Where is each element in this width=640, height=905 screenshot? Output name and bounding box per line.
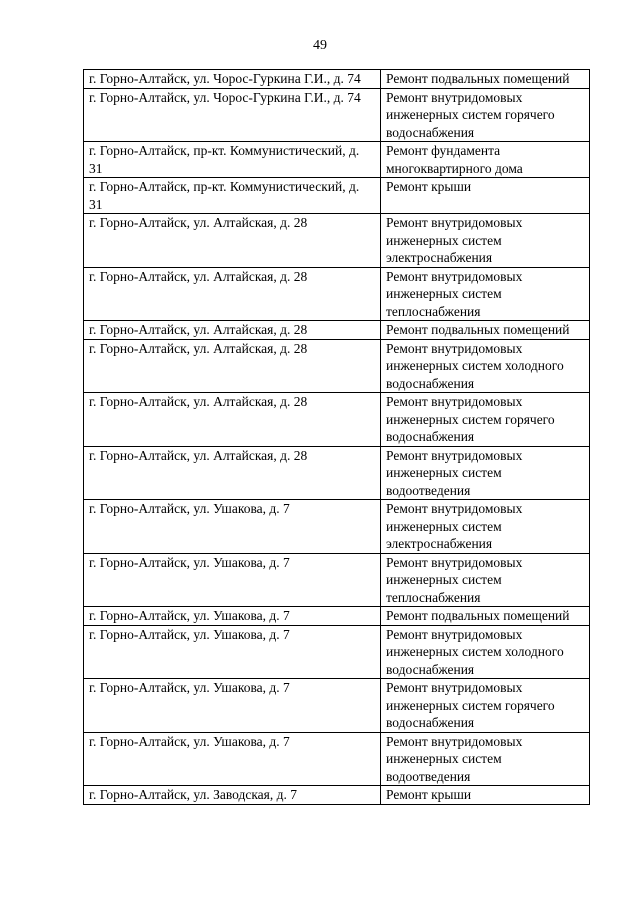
work-type-cell: Ремонт фундамента многоквартирного дома [381,142,590,178]
work-type-cell: Ремонт подвальных помещений [381,321,590,340]
table-row [84,786,590,805]
table-row [84,70,590,89]
address-cell: г. Горно-Алтайск, ул. Ушакова, д. 7 [84,500,381,554]
address-cell: г. Горно-Алтайск, ул. Чорос-Гуркина Г.И., д. 74 [84,70,381,89]
address-cell: г. Горно-Алтайск, ул. Алтайская, д. 28 [84,446,381,500]
table-row [84,321,590,340]
work-type-cell: Ремонт внутридомовых инженерных систем горячего водоснабжения [381,88,590,142]
address-cell: г. Горно-Алтайск, ул. Чорос-Гуркина Г.И., д. 74 [84,88,381,142]
work-type-cell: Ремонт внутридомовых инженерных систем холодного водоснабжения [381,625,590,679]
table-row [84,339,590,393]
table-row [84,500,590,554]
address-cell: г. Горно-Алтайск, ул. Ушакова, д. 7 [84,553,381,607]
work-type-cell: Ремонт внутридомовых инженерных систем холодного водоснабжения [381,339,590,393]
table-row [84,679,590,733]
address-cell: г. Горно-Алтайск, ул. Заводская, д. 7 [84,786,381,805]
table-row [84,625,590,679]
table-row [84,214,590,268]
work-type-cell: Ремонт внутридомовых инженерных систем горячего водоснабжения [381,679,590,733]
repair-table [83,69,590,805]
table-row [84,267,590,321]
table-row [84,88,590,142]
table-row [84,732,590,786]
page-number: 49 [313,38,327,53]
work-type-cell: Ремонт внутридомовых инженерных систем теплоснабжения [381,267,590,321]
address-cell: г. Горно-Алтайск, ул. Алтайская, д. 28 [84,339,381,393]
address-cell: г. Горно-Алтайск, ул. Ушакова, д. 7 [84,732,381,786]
address-cell: г. Горно-Алтайск, ул. Ушакова, д. 7 [84,625,381,679]
work-type-cell: Ремонт внутридомовых инженерных систем водоотведения [381,446,590,500]
work-type-cell: Ремонт внутридомовых инженерных систем электроснабжения [381,214,590,268]
table-row [84,393,590,447]
address-cell: г. Горно-Алтайск, ул. Алтайская, д. 28 [84,321,381,340]
table-row [84,553,590,607]
work-type-cell: Ремонт внутридомовых инженерных систем теплоснабжения [381,553,590,607]
work-type-cell: Ремонт подвальных помещений [381,70,590,89]
work-type-cell: Ремонт внутридомовых инженерных систем электроснабжения [381,500,590,554]
address-cell: г. Горно-Алтайск, ул. Алтайская, д. 28 [84,267,381,321]
table-row [84,142,590,178]
work-type-cell: Ремонт внутридомовых инженерных систем горячего водоснабжения [381,393,590,447]
address-cell: г. Горно-Алтайск, ул. Ушакова, д. 7 [84,607,381,626]
work-type-cell: Ремонт внутридомовых инженерных систем водоотведения [381,732,590,786]
address-cell: г. Горно-Алтайск, пр-кт. Коммунистический, д. 31 [84,178,381,214]
address-cell: г. Горно-Алтайск, ул. Алтайская, д. 28 [84,214,381,268]
work-type-cell: Ремонт крыши [381,786,590,805]
work-type-cell: Ремонт подвальных помещений [381,607,590,626]
table-row [84,446,590,500]
address-cell: г. Горно-Алтайск, пр-кт. Коммунистический, д. 31 [84,142,381,178]
table-row [84,178,590,214]
address-cell: г. Горно-Алтайск, ул. Алтайская, д. 28 [84,393,381,447]
address-cell: г. Горно-Алтайск, ул. Ушакова, д. 7 [84,679,381,733]
work-type-cell: Ремонт крыши [381,178,590,214]
table-row [84,607,590,626]
